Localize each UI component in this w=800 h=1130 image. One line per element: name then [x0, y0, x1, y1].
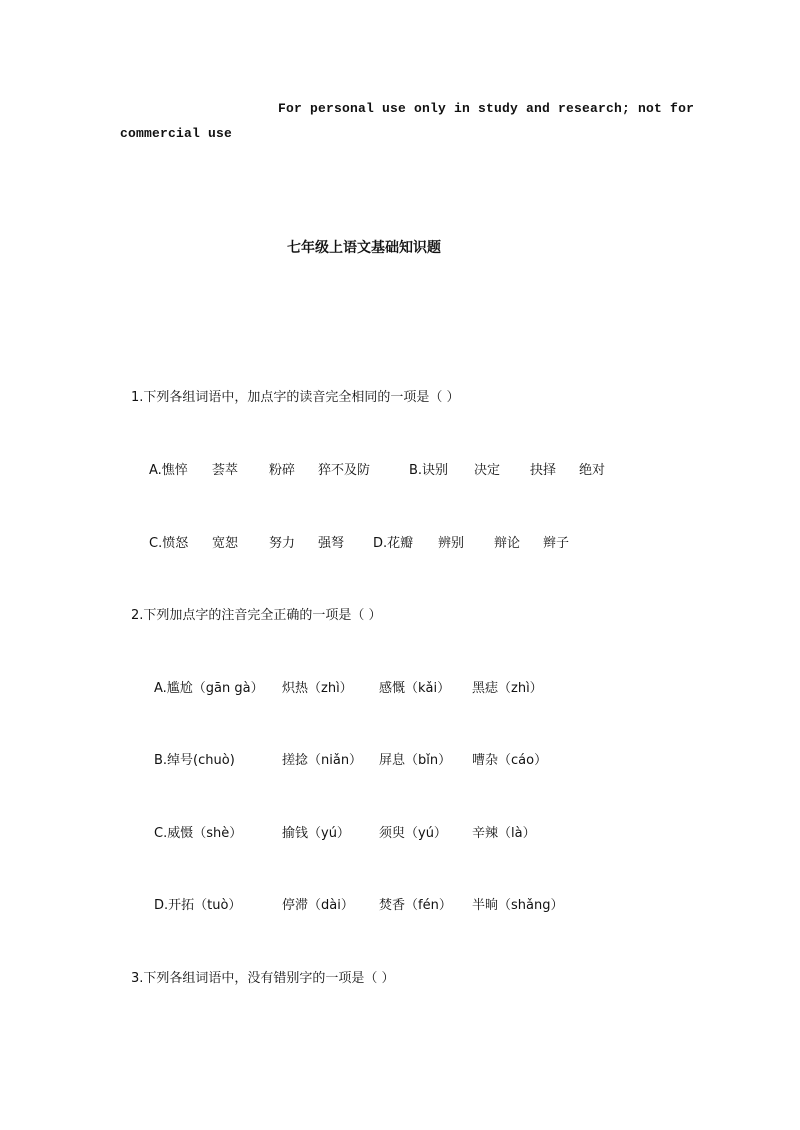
option-a-word-1: A.憔悴: [149, 463, 188, 478]
option-c-word-3: 努力: [269, 536, 296, 551]
option-a-item-3: 感慨（kǎi）: [379, 681, 451, 696]
disclaimer-line-2: commercial use: [120, 126, 233, 141]
option-b-item-2: 搓捻（niǎn）: [282, 753, 363, 768]
option-a-item-4: 黑痣（zhì）: [472, 681, 543, 696]
option-b-item-1: B.绰号(chuò): [154, 753, 235, 768]
option-d-item-1: D.开拓（tuò）: [154, 898, 242, 913]
option-c-word-2: 宽恕: [212, 536, 239, 551]
option-c-item-1: C.威慑（shè）: [154, 826, 243, 841]
option-a-item-1: A.尴尬（gān gà）: [154, 681, 264, 696]
option-a-word-3: 粉碎: [269, 463, 296, 478]
option-c-item-4: 辛辣（là）: [472, 826, 536, 841]
question-2-stem: 2.下列加点字的注音完全正确的一项是（ ）: [131, 608, 382, 623]
document-title: 七年级上语文基础知识题: [287, 240, 441, 256]
option-a-word-4: 猝不及防: [318, 463, 371, 478]
option-b-item-4: 嘈杂（cáo）: [472, 753, 548, 768]
option-a-item-2: 炽热（zhì）: [282, 681, 353, 696]
option-c-word-1: C.愤怒: [149, 536, 189, 551]
option-c-word-4: 强弩: [318, 536, 345, 551]
option-d-item-3: 焚香（fén）: [379, 898, 452, 913]
question-3-stem: 3.下列各组词语中，没有错别字的一项是（ ）: [131, 971, 395, 986]
question-1-stem: 1.下列各组词语中，加点字的读音完全相同的一项是（ ）: [131, 390, 460, 405]
option-b-word-4: 绝对: [579, 463, 606, 478]
option-d-item-4: 半晌（shǎng）: [472, 898, 564, 913]
option-d-word-3: 辩论: [494, 536, 521, 551]
option-d-word-2: 辨别: [438, 536, 465, 551]
option-b-word-1: B.诀别: [409, 463, 449, 478]
option-c-item-2: 揄钱（yú）: [282, 826, 350, 841]
option-c-item-3: 须臾（yú）: [379, 826, 447, 841]
option-d-word-1: D.花瓣: [373, 536, 414, 551]
disclaimer-line-1: For personal use only in study and research; not for: [278, 101, 695, 116]
option-a-word-2: 荟萃: [212, 463, 239, 478]
option-d-word-4: 辫子: [543, 536, 570, 551]
option-d-item-2: 停滞（dài）: [282, 898, 354, 913]
option-b-word-2: 决定: [474, 463, 501, 478]
option-b-item-3: 屏息（bǐn）: [379, 753, 452, 768]
option-b-word-3: 抉择: [530, 463, 557, 478]
